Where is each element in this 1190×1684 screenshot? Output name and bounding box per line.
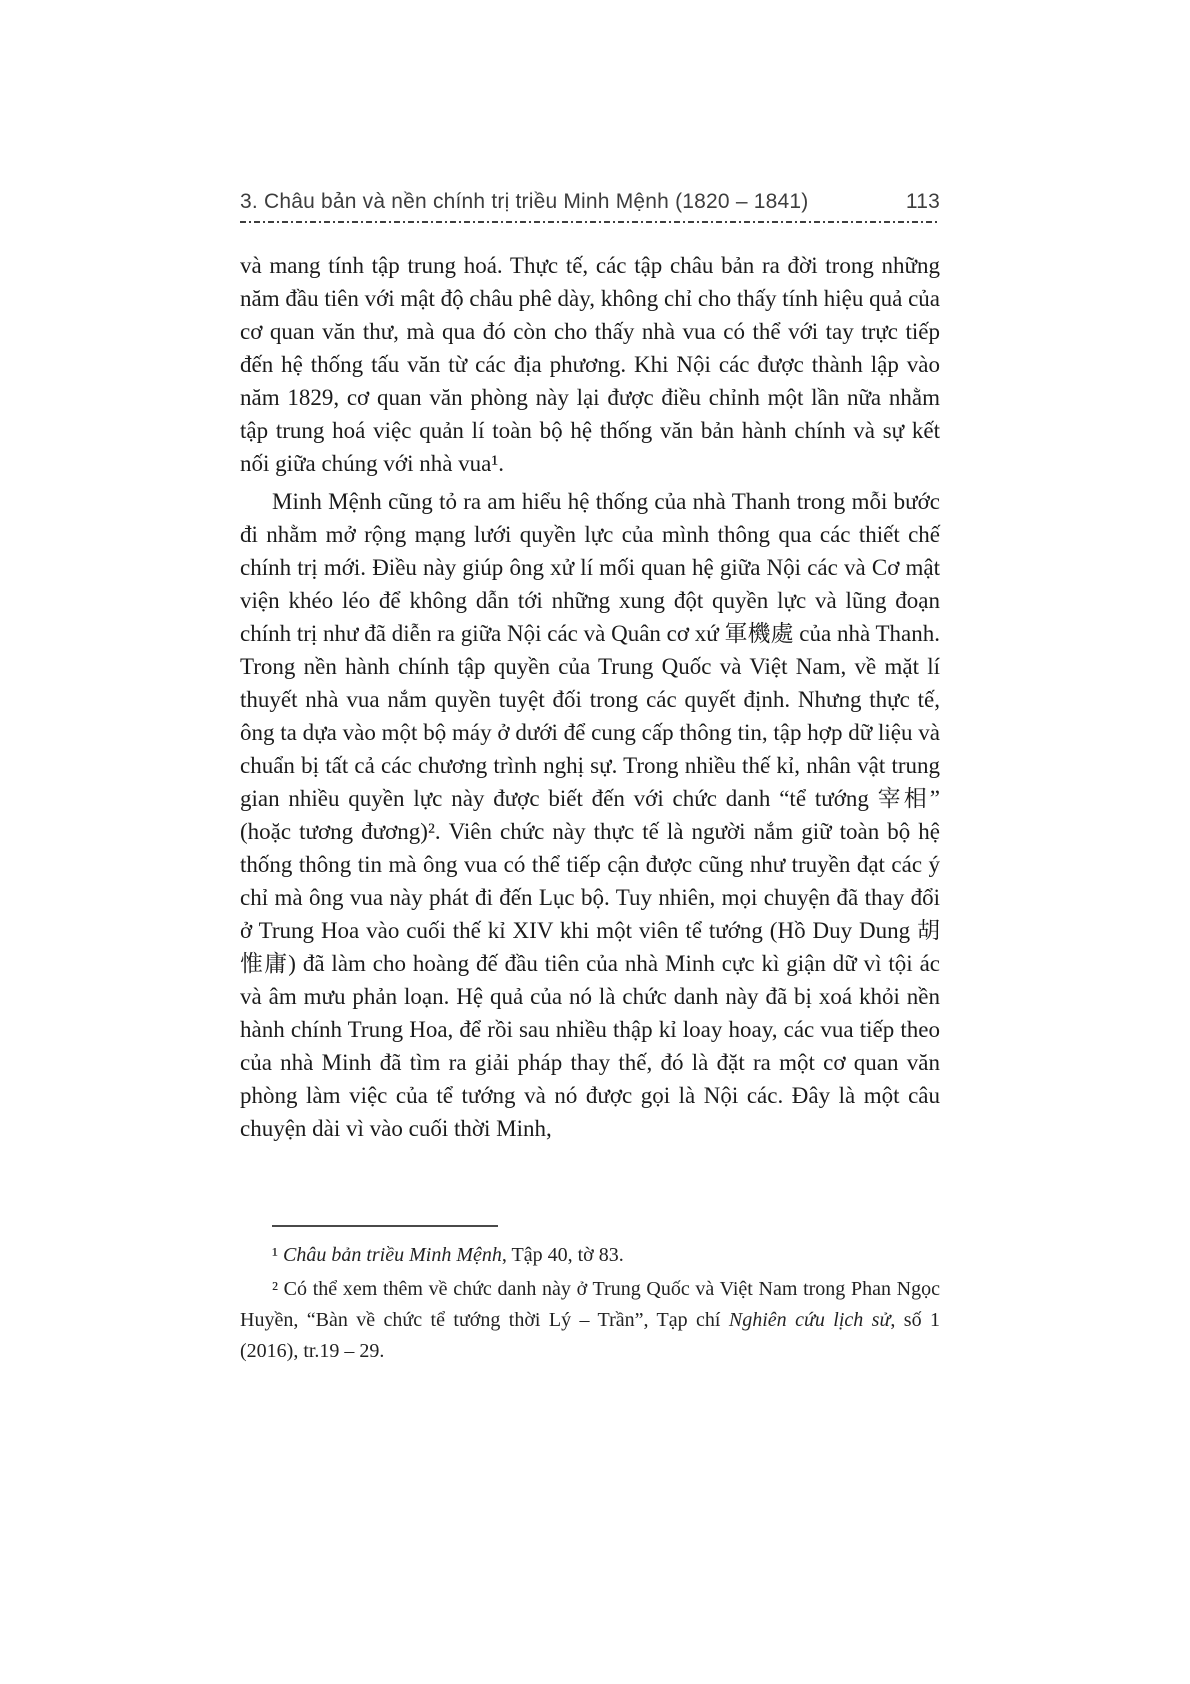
page-header: [240, 190, 940, 214]
running-title: 3. Châu bản và nền chính trị triều Minh Mệnh (1820 – 1841): [240, 190, 809, 213]
paragraph-1: và mang tính tập trung hoá. Thực tế, các tập châu bản ra đời trong những năm đầu tiên với mật độ châu phê dày, không chỉ cho thấy tính hiệu quả của cơ quan văn thư, mà qua đó còn cho thấy nhà vua có thể với tay trực tiếp đến hệ thống tấu văn từ các địa phương. Khi Nội các được thành lập vào năm 1829, cơ quan văn phòng này lại được điều chỉnh một lần nữa nhằm tập trung hoá việc quản lí toàn bộ hệ thống văn bản hành chính và sự kết nối giữa chúng với nhà vua¹.: [240, 253, 940, 476]
footnote-1-source-title: Châu bản triều Minh Mệnh: [283, 1244, 502, 1266]
footnotes-section: [240, 1225, 940, 1367]
header-rule-divider: [240, 221, 940, 223]
paragraph-2: Minh Mệnh cũng tỏ ra am hiểu hệ thống của nhà Thanh trong mỗi bước đi nhằm mở rộng mạng lưới quyền lực của mình thông qua các thiết chế chính trị mới. Điều này giúp ông xử lí mối quan hệ giữa Nội các và Cơ mật viện khéo léo để không dẫn tới những xung đột quyền lực và lũng đoạn chính trị như đã diễn ra giữa Nội các và Quân cơ xứ 軍機處 của nhà Thanh. Trong nền hành chính tập quyền của Trung Quốc và Việt Nam, về mặt lí thuyết nhà vua nắm quyền tuyệt đối trong các quyết định. Nhưng thực tế, ông ta dựa vào một bộ máy ở dưới để cung cấp thông tin, tập hợp dữ liệu và chuẩn bị tất cả các chương trình nghị sự. Trong nhiều thế kỉ, nhân vật trung gian nhiều quyền lực này được biết đến với chức danh “tể tướng 宰相” (hoặc tương đương)². Viên chức này thực tế là người nắm giữ toàn bộ hệ thống thông tin mà ông vua có thể tiếp cận được cũng như truyền đạt các ý chỉ mà ông vua này phát đi đến Lục bộ. Tuy nhiên, mọi chuyện đã thay đổi ở Trung Hoa vào cuối thế kỉ XIV khi một viên tể tướng (Hồ Duy Dung 胡惟庸) đã làm cho hoàng đế đầu tiên của nhà Minh cực kì giận dữ vì tội ác và âm mưu phản loạn. Hệ quả của nó là chức danh này đã bị xoá khỏi nền hành chính Trung Hoa, để rồi sau nhiều thập kỉ loay hoay, các vua tiếp theo của nhà Minh đã tìm ra giải pháp thay thế, đó là đặt ra một cơ quan văn phòng làm việc của tể tướng và nó được gọi là Nội các. Đây là một câu chuyện dài vì vào cuối thời Minh,: [240, 489, 940, 1141]
footnote-2-reference: , số 1 (2016), tr.19 – 29.: [240, 1309, 940, 1362]
page-body: [240, 249, 940, 1145]
page-content: [240, 190, 940, 1367]
footnote-2-journal-title: Nghiên cứu lịch sử: [728, 1309, 891, 1331]
footnote-2-text: ² Có thể xem thêm về chức danh này ở Trung Quốc và Việt Nam trong Phan Ngọc Huyền, “Bàn về chức tể tướng thời Lý – Trần”, Tạp chí: [240, 1278, 940, 1331]
footnote-1-reference: , Tập 40, tờ 83.: [501, 1244, 624, 1266]
footnote-1-marker: ¹: [272, 1244, 283, 1266]
page-number: 113: [905, 190, 940, 213]
footnote-separator-rule: [272, 1225, 498, 1227]
footnote-1: [240, 1240, 940, 1271]
footnote-2: [240, 1274, 940, 1367]
